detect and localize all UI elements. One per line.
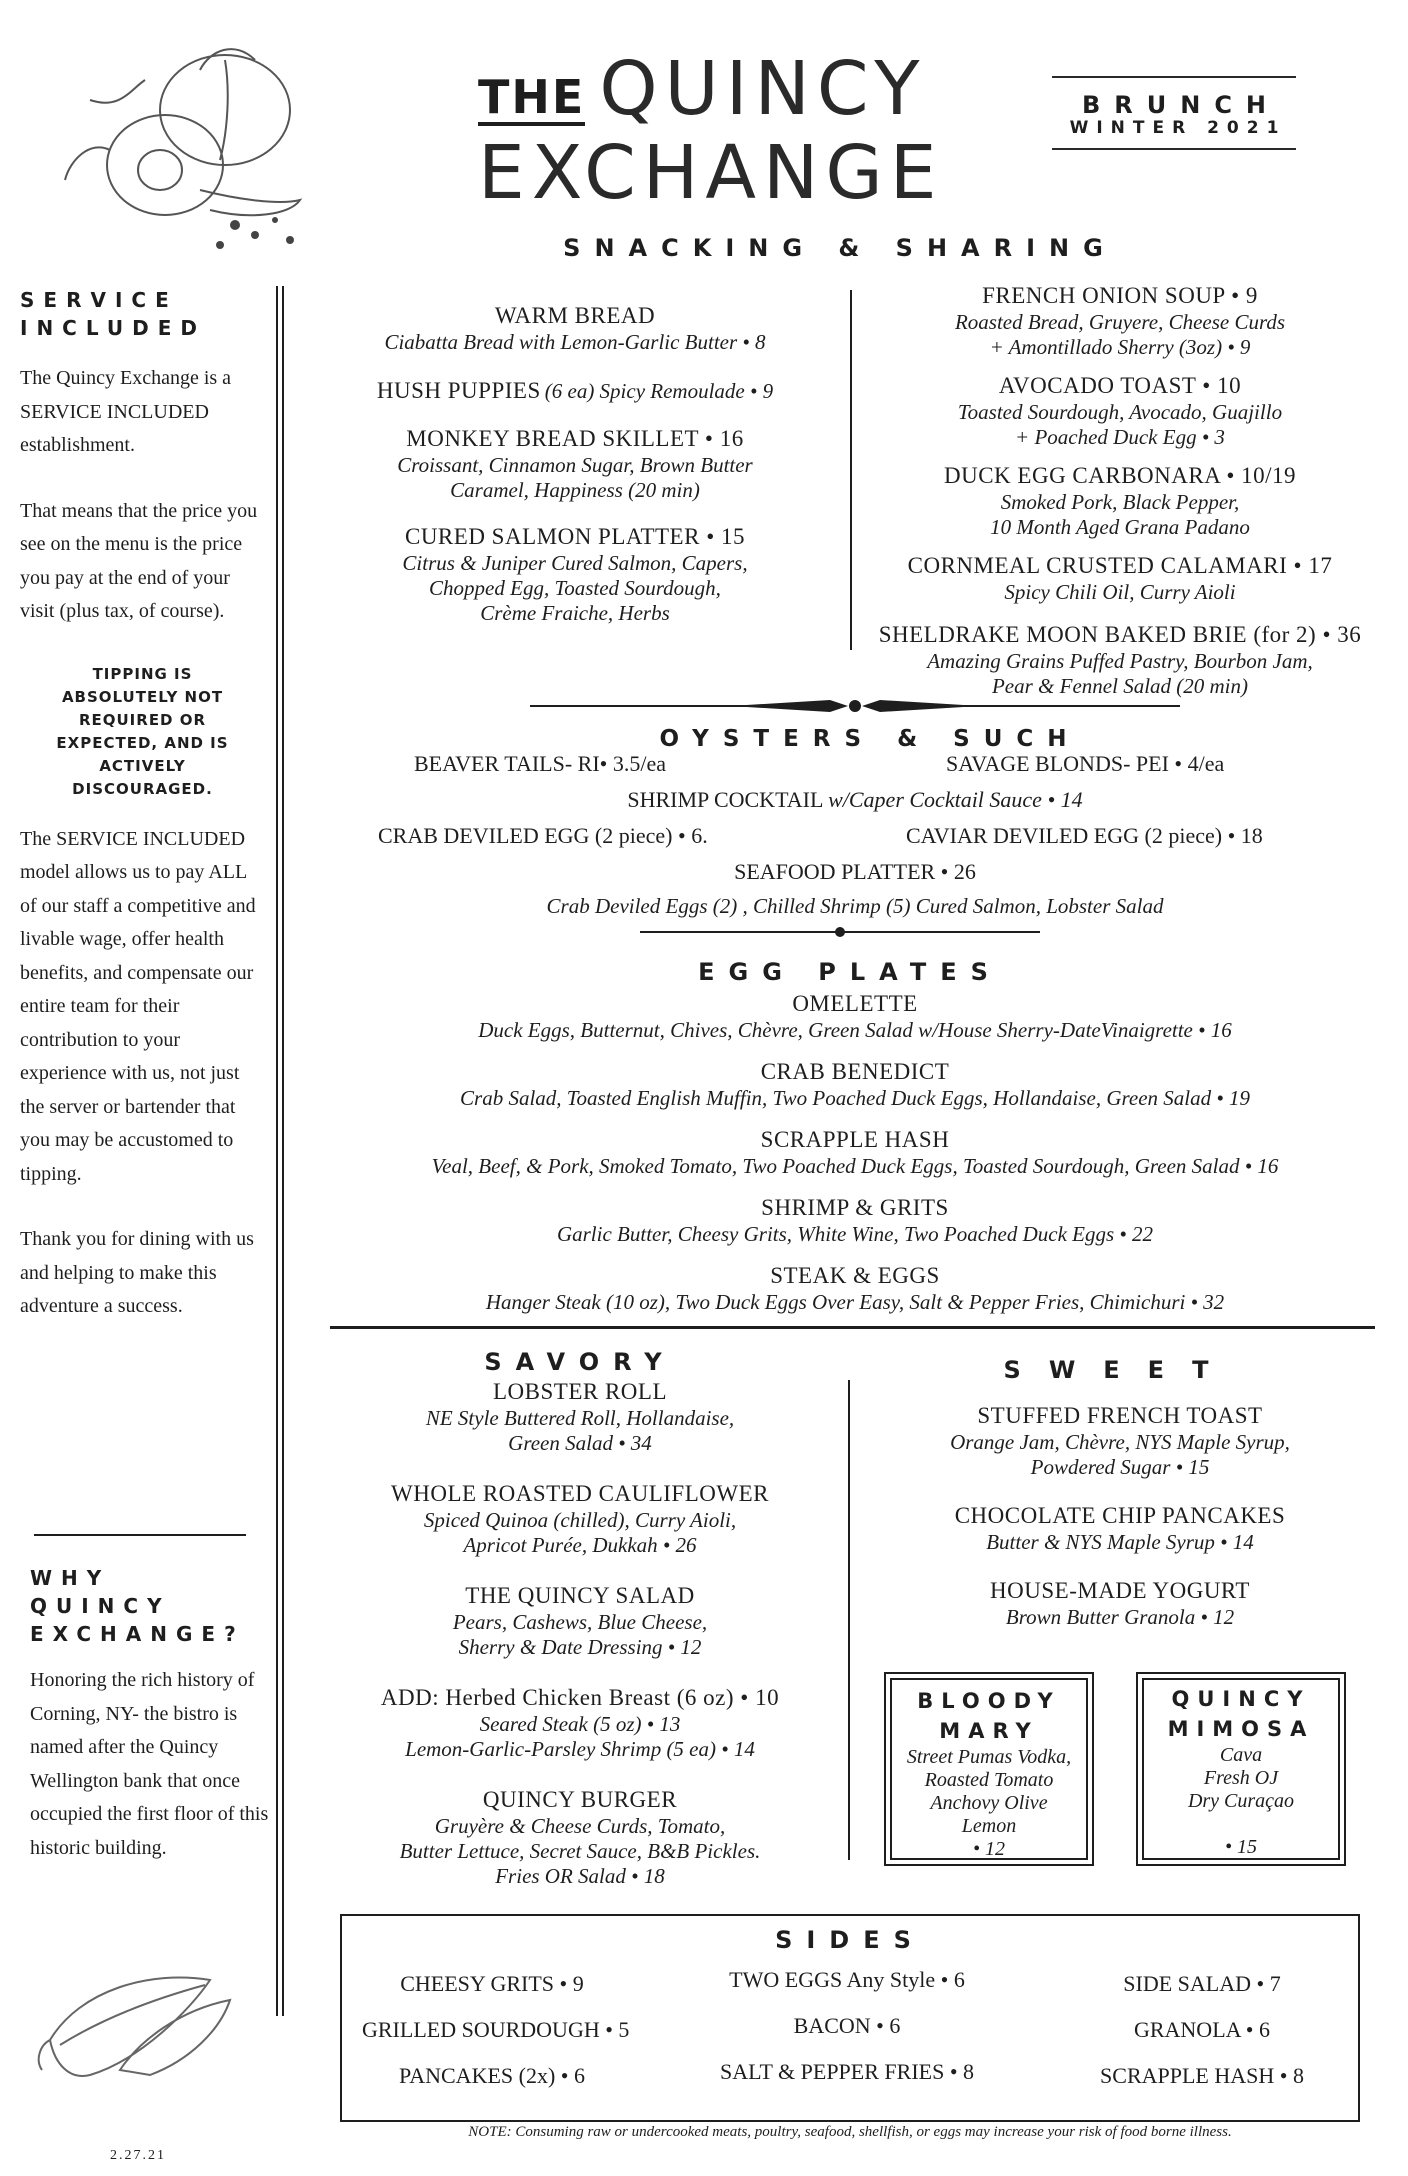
menu-item [870, 1502, 1370, 1555]
seafood-platter-desc: Crab Deviled Eggs (2) , Chilled Shrimp (5) Cured Salmon, Lobster Salad [546, 894, 1164, 918]
side-item: SIDE SALAD • 7 [1123, 1971, 1281, 1996]
item-name: HOUSE-MADE YOGURT [990, 1578, 1250, 1603]
item-desc: Chopped Egg, Toasted Sourdough, [429, 576, 721, 600]
sweet-column [870, 1402, 1370, 1630]
item-desc: Orange Jam, Chèvre, NYS Maple Syrup, [950, 1430, 1290, 1454]
sidebar-divider-2 [282, 286, 284, 2016]
menu-item [860, 552, 1380, 605]
why-heading-3: EXCHANGE? [30, 1622, 245, 1646]
item-name: FRENCH ONION SOUP • 9 [982, 283, 1258, 308]
food-safety-note: NOTE: Consuming raw or undercooked meats, poultry, seafood, shellfish, or eggs may increase your risk of food borne illness. [468, 2124, 1232, 2140]
sides-column-1 [362, 1970, 630, 2090]
item-name: SCRAPPLE HASH [760, 1127, 950, 1152]
item-name: WHOLE ROASTED CAULIFLOWER [391, 1481, 769, 1506]
menu-item [330, 1582, 830, 1660]
logo-exchange: EXCHANGE [478, 130, 944, 216]
seafood-platter-name: SEAFOOD PLATTER • 26 [734, 859, 976, 884]
item-desc: Toasted Sourdough, Avocado, Guajillo [957, 400, 1283, 424]
snacking-left-column [330, 302, 820, 626]
menu-item [330, 1262, 1380, 1315]
item-desc: Garlic Butter, Cheesy Grits, White Wine, Two Poached Duck Eggs • 22 [556, 1222, 1154, 1246]
cocktail-price: • 15 [1224, 1836, 1257, 1858]
item-desc: Seared Steak (5 oz) • 13 [479, 1712, 681, 1736]
side-item: GRANOLA • 6 [1133, 2017, 1271, 2042]
tipping-notice: TIPPING IS ABSOLUTELY NOT REQUIRED OR EXPECTED, AND IS ACTIVELY DISCOURAGED. [56, 664, 229, 798]
item-desc: + Amontillado Sherry (3oz) • 9 [989, 335, 1251, 359]
item-name: DUCK EGG CARBONARA • 10/19 [943, 463, 1297, 488]
menu-item [330, 1684, 830, 1762]
item-desc: Pears, Cashews, Blue Cheese, [452, 1610, 708, 1634]
garlic-clove-illustration-bottom [30, 1950, 250, 2100]
why-heading-1: WHY [30, 1566, 111, 1590]
sweet-heading: SWEET [1003, 1356, 1237, 1384]
menu-item [860, 282, 1380, 360]
season-top-rule [1052, 76, 1296, 78]
menu-item [870, 1402, 1370, 1480]
cocktail-ingredient: Anchovy Olive [930, 1792, 1048, 1814]
item-desc: Sherry & Date Dressing • 12 [458, 1635, 702, 1659]
oysters-heading: OYSTERS & SUCH [659, 726, 1081, 752]
item-name: OMELETTE [792, 991, 918, 1016]
side-item: SALT & PEPPER FRIES • 8 [719, 2059, 975, 2084]
menu-item [330, 302, 820, 355]
cocktail-ingredient: Dry Curaçao [1187, 1790, 1295, 1812]
item-desc: Crème Fraiche, Herbs [480, 601, 670, 625]
side-item: GRILLED SOURDOUGH • 5 [362, 2017, 630, 2042]
item-desc: Powdered Sugar • 15 [1030, 1455, 1210, 1479]
menu-item [330, 1058, 1380, 1111]
menu-item [330, 377, 820, 405]
sides-column-3 [1062, 1970, 1342, 2090]
service-included-section [20, 286, 265, 1324]
menu-item [330, 1194, 1380, 1247]
crab-deviled-egg: CRAB DEVILED EGG (2 piece) • 6. [378, 823, 708, 848]
menu-item [860, 372, 1380, 450]
snacking-right-column [860, 282, 1380, 699]
oysters-divider [640, 924, 1040, 940]
side-item: SCRAPPLE HASH • 8 [1100, 2063, 1304, 2088]
menu-season-block [1052, 76, 1296, 150]
restaurant-logo [478, 46, 944, 216]
caviar-deviled-egg: CAVIAR DEVILED EGG (2 piece) • 18 [906, 823, 1263, 848]
menu-item [330, 990, 1380, 1043]
quincy-mimosa-card [1136, 1672, 1346, 1866]
sidebar-divider [276, 286, 278, 2016]
item-name: AVOCADO TOAST • 10 [998, 373, 1242, 398]
cocktail-ingredient: Lemon [961, 1815, 1017, 1837]
menu-item [330, 1786, 830, 1889]
item-desc: Pear & Fennel Salad (20 min) [991, 674, 1249, 698]
item-name: MONKEY BREAD SKILLET • 16 [406, 426, 744, 451]
menu-item [330, 523, 820, 626]
item-desc: Spiced Quinoa (chilled), Curry Aioli, [423, 1508, 737, 1532]
item-desc: Apricot Purée, Dukkah • 26 [463, 1533, 697, 1557]
ornamental-divider [530, 696, 1180, 716]
item-name: ADD: Herbed Chicken Breast (6 oz) • 10 [380, 1685, 780, 1710]
menu-item [330, 1378, 830, 1456]
item-desc: Brown Butter Granola • 12 [1005, 1605, 1235, 1629]
snacking-heading: SNACKING & SHARING [563, 234, 1117, 262]
item-desc: Lemon-Garlic-Parsley Shrimp (5 ea) • 14 [405, 1737, 755, 1761]
shrimp-cocktail [330, 786, 1380, 814]
item-desc: Butter & NYS Maple Syrup • 14 [986, 1530, 1254, 1554]
service-paragraph-4: Thank you for dining with us and helping to make this adventure a success. [20, 1228, 254, 1317]
item-desc: Spicy Chili Oil, Curry Aioli [1004, 580, 1236, 604]
savory-heading: SAVORY [484, 1348, 676, 1376]
oyster-savage-blonds: SAVAGE BLONDS- PEI • 4/ea [946, 751, 1225, 776]
item-name: CURED SALMON PLATTER • 15 [404, 524, 745, 549]
cocktail-ingredient: Street Pumas Vodka, [906, 1746, 1072, 1768]
side-item: CHEESY GRITS • 9 [400, 1971, 584, 1996]
item-name: SHRIMP COCKTAIL [627, 787, 823, 812]
brunch-label: BRUNCH [1081, 91, 1281, 119]
egg-plates-bottom-rule [330, 1326, 1375, 1329]
item-desc: Citrus & Juniper Cured Salmon, Capers, [402, 551, 748, 575]
item-desc: Ciabatta Bread with Lemon-Garlic Butter • 8 [384, 330, 766, 354]
item-desc: Duck Eggs, Butternut, Chives, Chèvre, Green Salad w/House Sherry-DateVinaigrette • 16 [478, 1018, 1232, 1042]
garlic-illustration-top [50, 30, 320, 260]
season-bottom-rule [1052, 148, 1296, 150]
item-desc: Amazing Grains Puffed Pastry, Bourbon Jam, [927, 649, 1313, 673]
item-desc: Crab Salad, Toasted English Muffin, Two Poached Duck Eggs, Hollandaise, Green Salad • 19 [460, 1086, 1250, 1110]
item-desc: (6 ea) Spicy Remoulade • 9 [544, 379, 774, 403]
why-quincy-section [30, 1564, 270, 1865]
logo-the: THE [478, 70, 586, 124]
service-paragraph-2: That means that the price you see on the menu is the price you pay at the end of your visit (plus tax, of course). [20, 499, 258, 622]
cocktail-ingredient: Fresh OJ [1203, 1767, 1279, 1789]
item-desc: NE Style Buttered Roll, Hollandaise, [425, 1406, 735, 1430]
item-desc: w/Caper Cocktail Sauce • 14 [828, 787, 1083, 812]
season-label: WINTER 2021 [1069, 118, 1287, 138]
sides-column-2 [687, 1966, 1007, 2086]
side-item: TWO EGGS Any Style • 6 [729, 1967, 965, 1992]
item-name: LOBSTER ROLL [492, 1379, 668, 1404]
egg-plates-list [330, 990, 1380, 1315]
item-desc: Croissant, Cinnamon Sugar, Brown Butter [397, 453, 753, 477]
sides-box [340, 1914, 1360, 2122]
cocktail-ingredient: Roasted Tomato [924, 1769, 1054, 1791]
why-heading-2: QUINCY [30, 1594, 171, 1618]
menu-item [330, 425, 820, 503]
item-name: CORNMEAL CRUSTED CALAMARI • 17 [907, 553, 1333, 578]
menu-item [330, 1480, 830, 1558]
menu-item [860, 621, 1380, 699]
cocktail-title: MIMOSA [1167, 1717, 1315, 1741]
egg-plates-heading: EGG PLATES [698, 958, 1002, 986]
menu-item [330, 1126, 1380, 1179]
item-name: CHOCOLATE CHIP PANCAKES [954, 1503, 1286, 1528]
menu-date: 2.27.21 [110, 2148, 166, 2163]
item-name: SHELDRAKE MOON BAKED BRIE (for 2) • 36 [878, 622, 1362, 647]
item-desc: Butter Lettuce, Secret Sauce, B&B Pickles. [399, 1839, 761, 1863]
cocktail-ingredient: Cava [1219, 1744, 1263, 1766]
item-name: WARM BREAD [494, 303, 656, 328]
menu-item [870, 1577, 1370, 1630]
menu-item [860, 462, 1380, 540]
logo-quincy: QUINCY [599, 46, 927, 132]
item-name: QUINCY BURGER [482, 1787, 678, 1812]
cocktail-title: MARY [939, 1719, 1039, 1743]
sidebar-rule [34, 1534, 246, 1536]
bloody-mary-card [884, 1672, 1094, 1866]
service-heading-2: INCLUDED [20, 316, 206, 340]
why-text: Honoring the rich history of Corning, NY- the bistro is named after the Quincy Wellington bank that once occupied the first floor of this historic building. [30, 1669, 269, 1859]
item-desc: Green Salad • 34 [508, 1431, 652, 1455]
side-item: PANCAKES (2x) • 6 [399, 2063, 585, 2088]
item-name: THE QUINCY SALAD [465, 1583, 695, 1608]
item-desc: Gruyère & Cheese Curds, Tomato, [434, 1814, 726, 1838]
item-name: HUSH PUPPIES [376, 378, 541, 403]
service-heading-1: SERVICE [20, 288, 178, 312]
cocktail-spacer [1138, 1813, 1344, 1836]
sides-heading: SIDES [775, 1926, 925, 1954]
side-item: BACON • 6 [793, 2013, 901, 2038]
oyster-beaver-tails: BEAVER TAILS- RI• 3.5/ea [414, 751, 667, 776]
item-desc: Caramel, Happiness (20 min) [450, 478, 700, 502]
snacking-column-divider [850, 290, 852, 650]
item-desc: Hanger Steak (10 oz), Two Duck Eggs Over Easy, Salt & Pepper Fries, Chimichuri • 32 [485, 1290, 1225, 1314]
service-paragraph-1: The Quincy Exchange is a SERVICE INCLUDED establishment. [20, 367, 232, 456]
service-paragraph-3: The SERVICE INCLUDED model allows us to pay ALL of our staff a competitive and livable wage, offer health benefits, and compensate our entire team for their contribution to your experience with us, not just the server or bartender that you may be accustomed to tipping. [20, 827, 256, 1185]
savory-sweet-divider [848, 1380, 850, 1860]
item-desc: Smoked Pork, Black Pepper, [1000, 490, 1240, 514]
item-desc: 10 Month Aged Grana Padano [990, 515, 1250, 539]
cocktail-price: • 12 [972, 1838, 1005, 1860]
item-name: SHRIMP & GRITS [761, 1195, 949, 1220]
cocktail-title: BLOODY [917, 1689, 1061, 1713]
item-name: STEAK & EGGS [770, 1263, 940, 1288]
item-name: STUFFED FRENCH TOAST [977, 1403, 1263, 1428]
item-desc: Roasted Bread, Gruyere, Cheese Curds [954, 310, 1286, 334]
cocktail-title: QUINCY [1171, 1687, 1311, 1711]
savory-column [330, 1378, 830, 1889]
item-desc: Veal, Beef, & Pork, Smoked Tomato, Two Poached Duck Eggs, Toasted Sourdough, Green Salad • 16 [431, 1154, 1279, 1178]
item-name: CRAB BENEDICT [760, 1059, 950, 1084]
item-desc: Fries OR Salad • 18 [495, 1864, 665, 1888]
item-desc: + Poached Duck Egg • 3 [1015, 425, 1225, 449]
